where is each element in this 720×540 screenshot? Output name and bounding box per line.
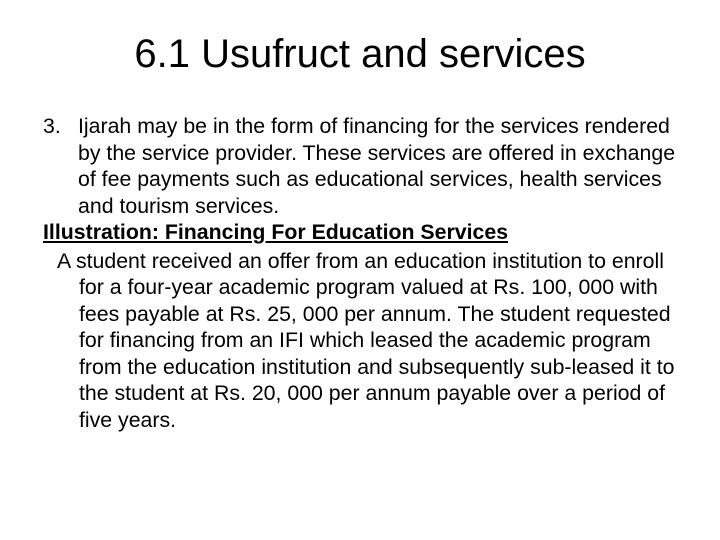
slide-content	[43, 113, 693, 433]
numbered-item	[43, 113, 693, 219]
item-text: Ijarah may be in the form of financing for the services rendered by the service provider. These services are offered in exchange of fee payments such as educational services, health services and tourism services.	[78, 114, 676, 218]
illustration-text	[43, 248, 693, 434]
item-number: 3.	[43, 114, 61, 138]
illustration-paragraph: A student received an offer from an education institution to enroll for a four-year academic program valued at Rs. 100, 000 with fees payable at Rs. 25, 000 per annum. The student requested for financing from an IFI which leased the academic program from the education institution and subsequently sub-leased it to the student at Rs. 20, 000 per annum payable over a period of five years.	[57, 248, 675, 432]
illustration-heading: Illustration: Financing For Education Services	[43, 220, 509, 244]
slide-title: 6.1 Usufruct and services	[134, 32, 586, 76]
